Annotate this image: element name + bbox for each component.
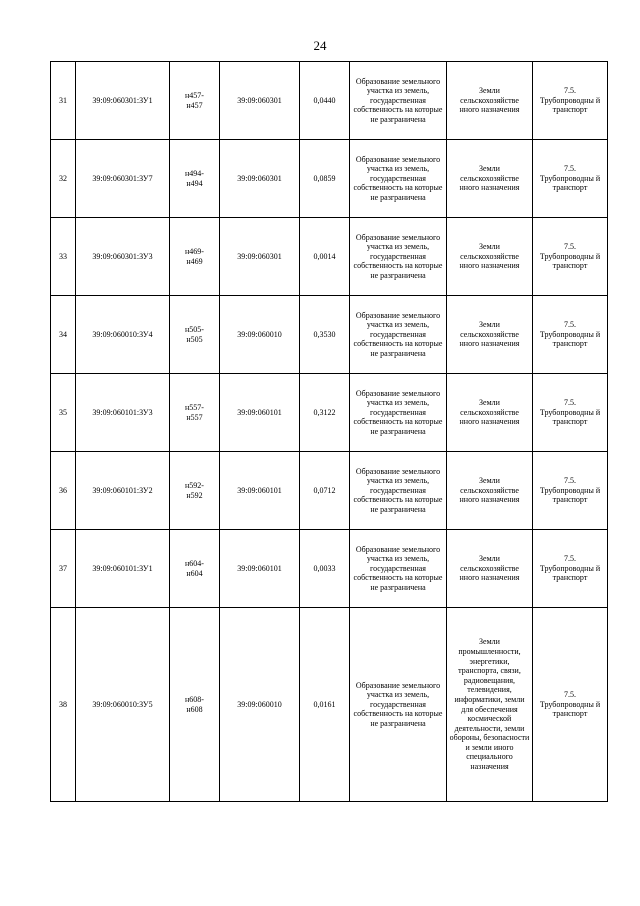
permitted-use-text: 7.5. Трубопроводны й транспорт: [539, 398, 601, 427]
cell-number: 32: [51, 140, 76, 218]
table-row: [51, 452, 608, 530]
cell-land-category: [447, 218, 533, 296]
cell-plot-designation: [76, 218, 170, 296]
cell-land-category: [447, 296, 533, 374]
table-row: [51, 296, 608, 374]
cell-permitted-use: [533, 452, 608, 530]
land-plots-table: [50, 61, 608, 802]
plot-designation-text: 39:09:060010:ЗУ4: [92, 329, 153, 339]
cell-boundary-points: [170, 218, 220, 296]
cell-formation-method: Образование земельного участка из земель, государственная собственность на которые не разграничена: [350, 608, 447, 802]
cell-area: 0,0712: [300, 452, 350, 530]
cell-plot-designation: [76, 452, 170, 530]
table-row: [51, 218, 608, 296]
cell-formation-method: Образование земельного участка из земель, государственная собственность на которые не разграничена: [350, 62, 447, 140]
land-category-text: Земли сельскохозяйстве нного назначения: [459, 554, 520, 583]
cell-area: 0,0014: [300, 218, 350, 296]
land-category-text: Земли сельскохозяйстве нного назначения: [459, 242, 520, 271]
cell-number: 31: [51, 62, 76, 140]
table-row: [51, 608, 608, 802]
cell-area: 0,3530: [300, 296, 350, 374]
permitted-use-text: 7.5. Трубопроводны й транспорт: [539, 690, 601, 719]
cell-cadastral-quarter: 39:09:060301: [220, 62, 300, 140]
cell-plot-designation: [76, 62, 170, 140]
cell-land-category: [447, 62, 533, 140]
cell-permitted-use: [533, 530, 608, 608]
cell-permitted-use: [533, 218, 608, 296]
boundary-points-text: н608-н608: [185, 694, 204, 714]
plot-designation-text: 39:09:060301:ЗУ3: [92, 251, 153, 261]
land-category-text: Земли сельскохозяйстве нного назначения: [459, 164, 520, 193]
cell-area: 0,0859: [300, 140, 350, 218]
table-row: [51, 140, 608, 218]
cell-number: 38: [51, 608, 76, 802]
permitted-use-text: 7.5. Трубопроводны й транспорт: [539, 164, 601, 193]
cell-permitted-use: [533, 62, 608, 140]
cell-land-category: [447, 374, 533, 452]
plot-designation-text: 39:09:060301:ЗУ7: [92, 173, 153, 183]
cell-area: 0,3122: [300, 374, 350, 452]
boundary-points-text: н604-н604: [185, 558, 204, 578]
boundary-points-text: н505-н505: [185, 324, 204, 344]
cell-formation-method: Образование земельного участка из земель, государственная собственность на которые не разграничена: [350, 296, 447, 374]
cell-boundary-points: [170, 530, 220, 608]
cell-area: 0,0033: [300, 530, 350, 608]
cell-cadastral-quarter: 39:09:060101: [220, 530, 300, 608]
land-category-text: Земли сельскохозяйстве нного назначения: [459, 476, 520, 505]
boundary-points-text: н469-н469: [185, 246, 204, 266]
permitted-use-text: 7.5. Трубопроводны й транспорт: [539, 242, 601, 271]
cell-permitted-use: [533, 608, 608, 802]
table-body: [51, 62, 608, 802]
table-row: [51, 530, 608, 608]
cell-cadastral-quarter: 39:09:060010: [220, 608, 300, 802]
cell-boundary-points: [170, 62, 220, 140]
cell-cadastral-quarter: 39:09:060301: [220, 140, 300, 218]
boundary-points-text: н494-н494: [185, 168, 204, 188]
cell-formation-method: Образование земельного участка из земель, государственная собственность на которые не разграничена: [350, 218, 447, 296]
boundary-points-text: н592-н592: [185, 480, 204, 500]
cell-number: 35: [51, 374, 76, 452]
plot-designation-text: 39:09:060301:ЗУ1: [92, 95, 153, 105]
cell-permitted-use: [533, 374, 608, 452]
cell-plot-designation: [76, 140, 170, 218]
cell-formation-method: Образование земельного участка из земель, государственная собственность на которые не разграничена: [350, 452, 447, 530]
cell-boundary-points: [170, 140, 220, 218]
cell-number: 36: [51, 452, 76, 530]
cell-formation-method: Образование земельного участка из земель, государственная собственность на которые не разграничена: [350, 530, 447, 608]
cell-boundary-points: [170, 296, 220, 374]
plot-designation-text: 39:09:060010:ЗУ5: [92, 699, 153, 709]
cell-number: 37: [51, 530, 76, 608]
page-number: 24: [313, 38, 327, 53]
cell-land-category: [447, 140, 533, 218]
cell-boundary-points: [170, 608, 220, 802]
cell-area: 0,0440: [300, 62, 350, 140]
cell-plot-designation: [76, 296, 170, 374]
permitted-use-text: 7.5. Трубопроводны й транспорт: [539, 476, 601, 505]
boundary-points-text: н557-н557: [185, 402, 204, 422]
permitted-use-text: 7.5. Трубопроводны й транспорт: [539, 320, 601, 349]
cell-number: 34: [51, 296, 76, 374]
cell-area: 0,0161: [300, 608, 350, 802]
cell-plot-designation: [76, 608, 170, 802]
cell-permitted-use: [533, 140, 608, 218]
plot-designation-text: 39:09:060101:ЗУ1: [92, 563, 153, 573]
cell-boundary-points: [170, 374, 220, 452]
table-row: [51, 374, 608, 452]
land-category-text: Земли промышленности, энергетики, транспорта, связи, радиовещания, телевидения, информатики, земли для обеспечения космической деятельности, земли обороны, безопасности и земли иного специального назначения: [449, 637, 530, 772]
land-category-text: Земли сельскохозяйстве нного назначения: [459, 398, 520, 427]
permitted-use-text: 7.5. Трубопроводны й транспорт: [539, 554, 601, 583]
cell-formation-method: Образование земельного участка из земель, государственная собственность на которые не разграничена: [350, 140, 447, 218]
cell-permitted-use: [533, 296, 608, 374]
boundary-points-text: н457-н457: [185, 90, 204, 110]
cell-formation-method: Образование земельного участка из земель, государственная собственность на которые не разграничена: [350, 374, 447, 452]
cell-plot-designation: [76, 530, 170, 608]
cell-boundary-points: [170, 452, 220, 530]
cell-land-category: [447, 530, 533, 608]
plot-designation-text: 39:09:060101:ЗУ3: [92, 407, 153, 417]
cell-number: 33: [51, 218, 76, 296]
table-row: [51, 62, 608, 140]
cell-cadastral-quarter: 39:09:060010: [220, 296, 300, 374]
land-category-text: Земли сельскохозяйстве нного назначения: [459, 320, 520, 349]
cell-cadastral-quarter: 39:09:060101: [220, 374, 300, 452]
permitted-use-text: 7.5. Трубопроводны й транспорт: [539, 86, 601, 115]
cell-land-category: [447, 608, 533, 802]
cell-cadastral-quarter: 39:09:060301: [220, 218, 300, 296]
cell-cadastral-quarter: 39:09:060101: [220, 452, 300, 530]
cell-land-category: [447, 452, 533, 530]
plot-designation-text: 39:09:060101:ЗУ2: [92, 485, 153, 495]
land-category-text: Земли сельскохозяйстве нного назначения: [459, 86, 520, 115]
cell-plot-designation: [76, 374, 170, 452]
